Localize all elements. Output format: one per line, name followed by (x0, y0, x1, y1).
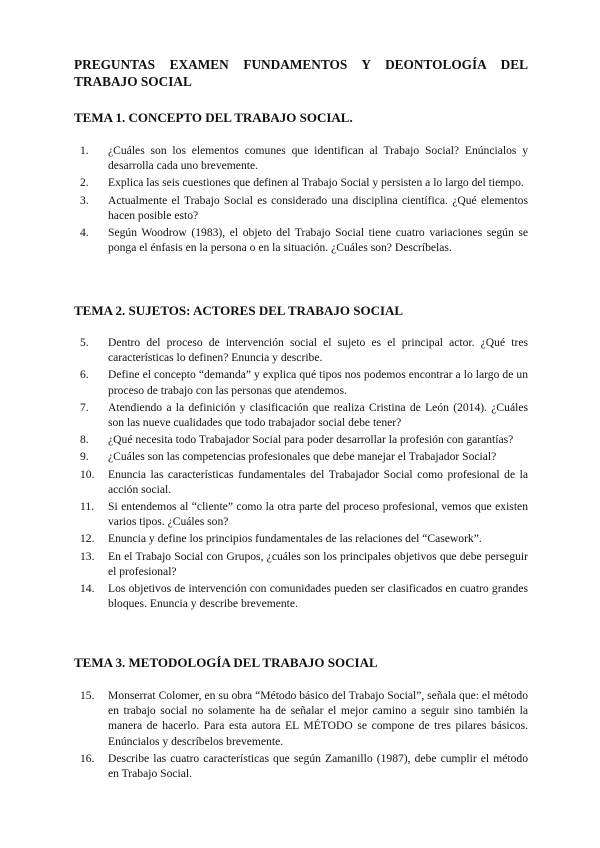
question-text: Si entendemos al “cliente” como la otra parte del proceso profesional, vemos que existen varios tipos. ¿Cuáles son? (108, 500, 528, 529)
question-number: 6. (80, 368, 89, 382)
document-title: PREGUNTAS EXAMEN FUNDAMENTOS Y DEONTOLOGÍA DEL TRABAJO SOCIAL (74, 57, 528, 89)
question-number: 11. (80, 500, 95, 514)
question-text: Enuncia las características fundamentales del Trabajador Social como profesional de la acción social. (108, 467, 528, 496)
question-text: Los objetivos de intervención con comunidades pueden ser clasificados en cuatro grandes bloques. Enuncia y describe brevemente. (108, 582, 528, 611)
question-number: 7. (80, 400, 89, 414)
question-item (80, 400, 528, 430)
question-text: Según Woodrow (1983), el objeto del Trabajo Social tiene cuatro variaciones según se ponga el énfasis en la persona o en la situación. ¿Cuáles son? Descríbelas. (108, 226, 528, 255)
question-list-tema-1 (80, 143, 528, 257)
question-text: ¿Cuáles son los elementos comunes que identifican al Trabajo Social? Enúncialos y desarrolla cada uno brevemente. (108, 144, 528, 173)
question-item (80, 467, 528, 497)
question-item (80, 499, 528, 529)
question-text: Actualmente el Trabajo Social es considerado una disciplina científica. ¿Qué elementos hacen posible esto? (108, 193, 528, 222)
question-list-tema-3 (80, 688, 528, 783)
question-item (80, 751, 528, 781)
question-number: 15. (80, 689, 95, 702)
question-text: Dentro del proceso de intervención social el sujeto es el principal actor. ¿Qué tres características lo definen? Enuncia y describe. (108, 336, 528, 365)
question-item (80, 449, 528, 464)
question-text: Explica las seis cuestiones que definen al Trabajo Social y persisten a lo largo del tiempo. (108, 176, 524, 190)
question-item (80, 175, 528, 190)
question-number: 5. (80, 336, 89, 349)
question-text: En el Trabajo Social con Grupos, ¿cuáles son los principales objetivos que debe perseguir el profesional? (108, 549, 528, 578)
question-text: Monserrat Colomer, en su obra “Método básico del Trabajo Social”, señala que: el método en trabajo social no solamente ha de señalar el mejor camino a seguir sino también la manera de hacerlo. Para esta autora EL MÉTODO se compone de tres pilares básicos. Enúncialos y descríbelos brevemente. (108, 689, 528, 748)
question-number: 12. (80, 532, 95, 546)
section-heading-tema-3: TEMA 3. METODOLOGÍA DEL TRABAJO SOCIAL (74, 655, 378, 670)
question-item (80, 688, 528, 749)
question-item (80, 193, 528, 223)
question-text: ¿Cuáles son las competencias profesionales que debe manejar el Trabajador Social? (108, 450, 497, 464)
question-number: 3. (80, 193, 89, 207)
question-number: 13. (80, 549, 95, 563)
question-text: Atendiendo a la definición y clasificación que realiza Cristina de León (2014). ¿Cuáles son las nueve cualidades que todo trabajador social debe tener? (108, 400, 528, 430)
section-heading-tema-1: TEMA 1. CONCEPTO DEL TRABAJO SOCIAL. (74, 110, 353, 125)
question-text: ¿Qué necesita todo Trabajador Social para poder desarrollar la profesión con garantías? (108, 433, 514, 447)
question-number: 10. (80, 467, 95, 481)
question-number: 1. (80, 144, 89, 157)
question-item (80, 531, 528, 546)
question-item (80, 367, 528, 397)
question-item (80, 225, 528, 255)
question-item (80, 549, 528, 579)
section-heading-tema-2: TEMA 2. SUJETOS: ACTORES DEL TRABAJO SOCIAL (74, 303, 404, 318)
question-number: 8. (80, 433, 89, 447)
question-item (80, 432, 528, 447)
question-item (80, 143, 528, 173)
question-item (80, 335, 528, 365)
question-number: 2. (80, 176, 89, 190)
question-number: 16. (80, 751, 95, 765)
question-item (80, 581, 528, 611)
question-text: Enuncia y define los principios fundamentales de las relaciones del “Casework”. (108, 532, 482, 546)
question-list-tema-2 (80, 335, 528, 613)
question-text: Describe las cuatro características que según Zamanillo (1987), debe cumplir el método en Trabajo Social. (108, 751, 528, 781)
question-number: 4. (80, 226, 89, 240)
question-number: 14. (80, 582, 95, 596)
question-text: Define el concepto “demanda” y explica qué tipos nos podemos encontrar a lo largo de un proceso de trabajo con las personas que atendemos. (108, 368, 528, 397)
question-number: 9. (80, 450, 89, 464)
